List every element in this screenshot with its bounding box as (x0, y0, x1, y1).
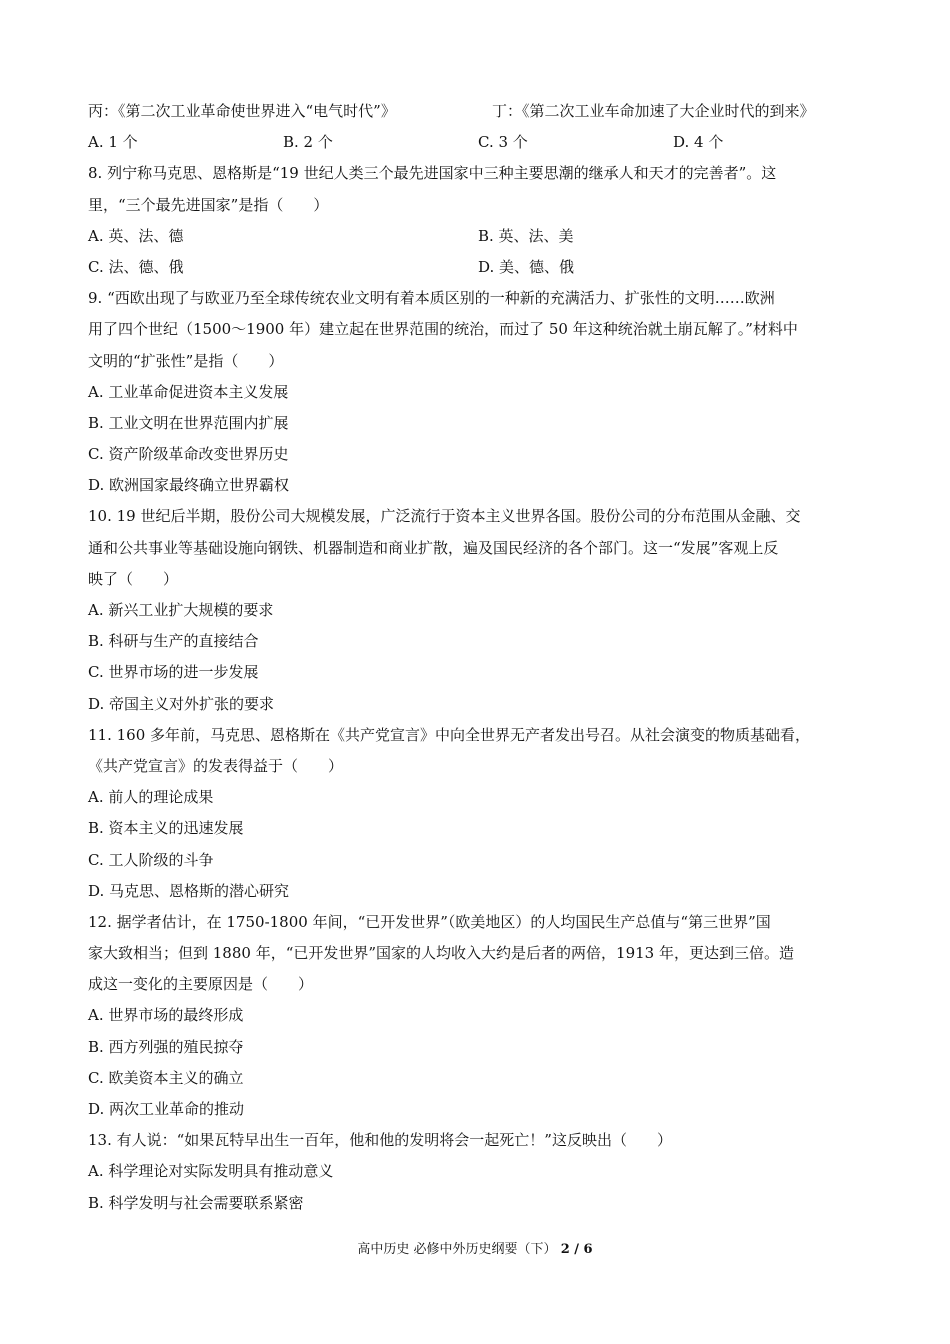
options-row (88, 127, 868, 158)
option-b: B. 2 个 (283, 133, 333, 152)
question-stem-line: 12. 据学者估计，在 1750-1800 年间，“已开发世界”（欧美地区）的人均国民生产总值与“第三世界”国 (88, 912, 771, 931)
option-a: A. 前人的理论成果 (88, 788, 214, 807)
statement-row (88, 96, 868, 127)
option-c: C. 欧美资本主义的确立 (88, 1068, 244, 1087)
question-stem-line: 文明的“扩张性”是指（ ） (88, 351, 284, 370)
question-stem-line: 11. 160 多年前，马克思、恩格斯在《共产党宣言》中向全世界无产者发出号召。从社会演变的物质基础看， (88, 725, 811, 744)
question-stem-line: 8. 列宁称马克思、恩格斯是“19 世纪人类三个最先进国家中三种主要思潮的继承人和天才的完善者”。这 (88, 164, 777, 183)
options-row (88, 252, 868, 283)
option-d: D. 欧洲国家最终确立世界霸权 (88, 476, 290, 495)
option-b: B. 科学发明与社会需要联系紧密 (88, 1193, 304, 1212)
option-d: D. 马克思、恩格斯的潜心研究 (88, 881, 290, 900)
question-stem-line: 映了（ ） (88, 569, 179, 588)
option-c: C. 3 个 (478, 133, 528, 152)
question-stem-line: 里，“三个最先进国家”是指（ ） (88, 195, 329, 214)
option-c: C. 工人阶级的斗争 (88, 850, 214, 869)
question-10 (88, 501, 868, 719)
question-stem-line: 《共产党宣言》的发表得益于（ ） (88, 756, 344, 775)
option-d: D. 帝国主义对外扩张的要求 (88, 694, 275, 713)
option-d: D. 两次工业革命的推动 (88, 1100, 245, 1118)
option-a: A. 工业革命促进资本主义发展 (88, 382, 289, 401)
question-stem-line: 13. 有人说：“如果瓦特早出生一百年，他和他的发明将会一起死亡！”这反映出（ ） (88, 1131, 672, 1150)
option-a: A. 科学理论对实际发明具有推动意义 (88, 1162, 334, 1181)
statement-bing: 丙：《第二次工业革命使世界进入“电气时代”》 (88, 102, 396, 120)
option-b: B. 科研与生产的直接结合 (88, 632, 259, 651)
option-d: D. 4 个 (673, 133, 724, 152)
option-a: A. 新兴工业扩大规模的要求 (88, 601, 274, 619)
option-b: B. 资本主义的迅速发展 (88, 819, 244, 838)
question-stem-line: 家大致相当；但到 1880 年，“已开发世界”国家的人均收入大约是后者的两倍，1913 年，更达到三倍。造 (88, 944, 794, 963)
question-13 (88, 1125, 868, 1219)
option-b: B. 西方列强的殖民掠夺 (88, 1037, 244, 1056)
question-stem-line: 10. 19 世纪后半期，股份公司大规模发展，广泛流行于资本主义世界各国。股份公司的分布范围从金融、交 (88, 507, 801, 526)
question-stem-line: 通和公共事业等基础设施向钢铁、机器制造和商业扩散，遍及国民经济的各个部门。这一“发展”客观上反 (88, 538, 779, 557)
footer-text: 高中历史 必修中外历史纲要（下） (357, 1242, 557, 1257)
page-number: 2 / 6 (560, 1242, 593, 1257)
page-footer (0, 1238, 950, 1257)
option-a: A. 1 个 (88, 133, 138, 152)
option-c: C. 法、德、俄 (88, 257, 184, 276)
option-c: C. 资产阶级革命改变世界历史 (88, 445, 289, 464)
question-stem-line: 9. “西欧出现了与欧亚乃至全球传统农业文明有着本质区别的一种新的充满活力、扩张性的文明……欧洲 (88, 289, 775, 308)
question-11 (88, 720, 868, 907)
question-stem-line: 用了四个世纪（1500～1900 年）建立起在世界范围的统治，而过了 50 年这种统治就土崩瓦解了。”材料中 (88, 320, 798, 339)
statement-ding: 丁：《第二次工业车命加速了大企业时代的到来》 (492, 102, 815, 120)
options-row (88, 221, 868, 252)
option-a: A. 世界市场的最终形成 (88, 1006, 244, 1025)
option-d: D. 美、德、俄 (478, 257, 575, 276)
option-b: B. 工业文明在世界范围内扩展 (88, 413, 289, 432)
question-12 (88, 907, 868, 1125)
option-b: B. 英、法、美 (478, 226, 574, 245)
exam-page (88, 96, 868, 1219)
question-stem-line: 成这一变化的主要原因是（ ） (88, 975, 314, 994)
option-a: A. 英、法、德 (88, 226, 184, 245)
question-9 (88, 283, 868, 501)
question-8 (88, 158, 868, 283)
option-c: C. 世界市场的进一步发展 (88, 663, 259, 682)
